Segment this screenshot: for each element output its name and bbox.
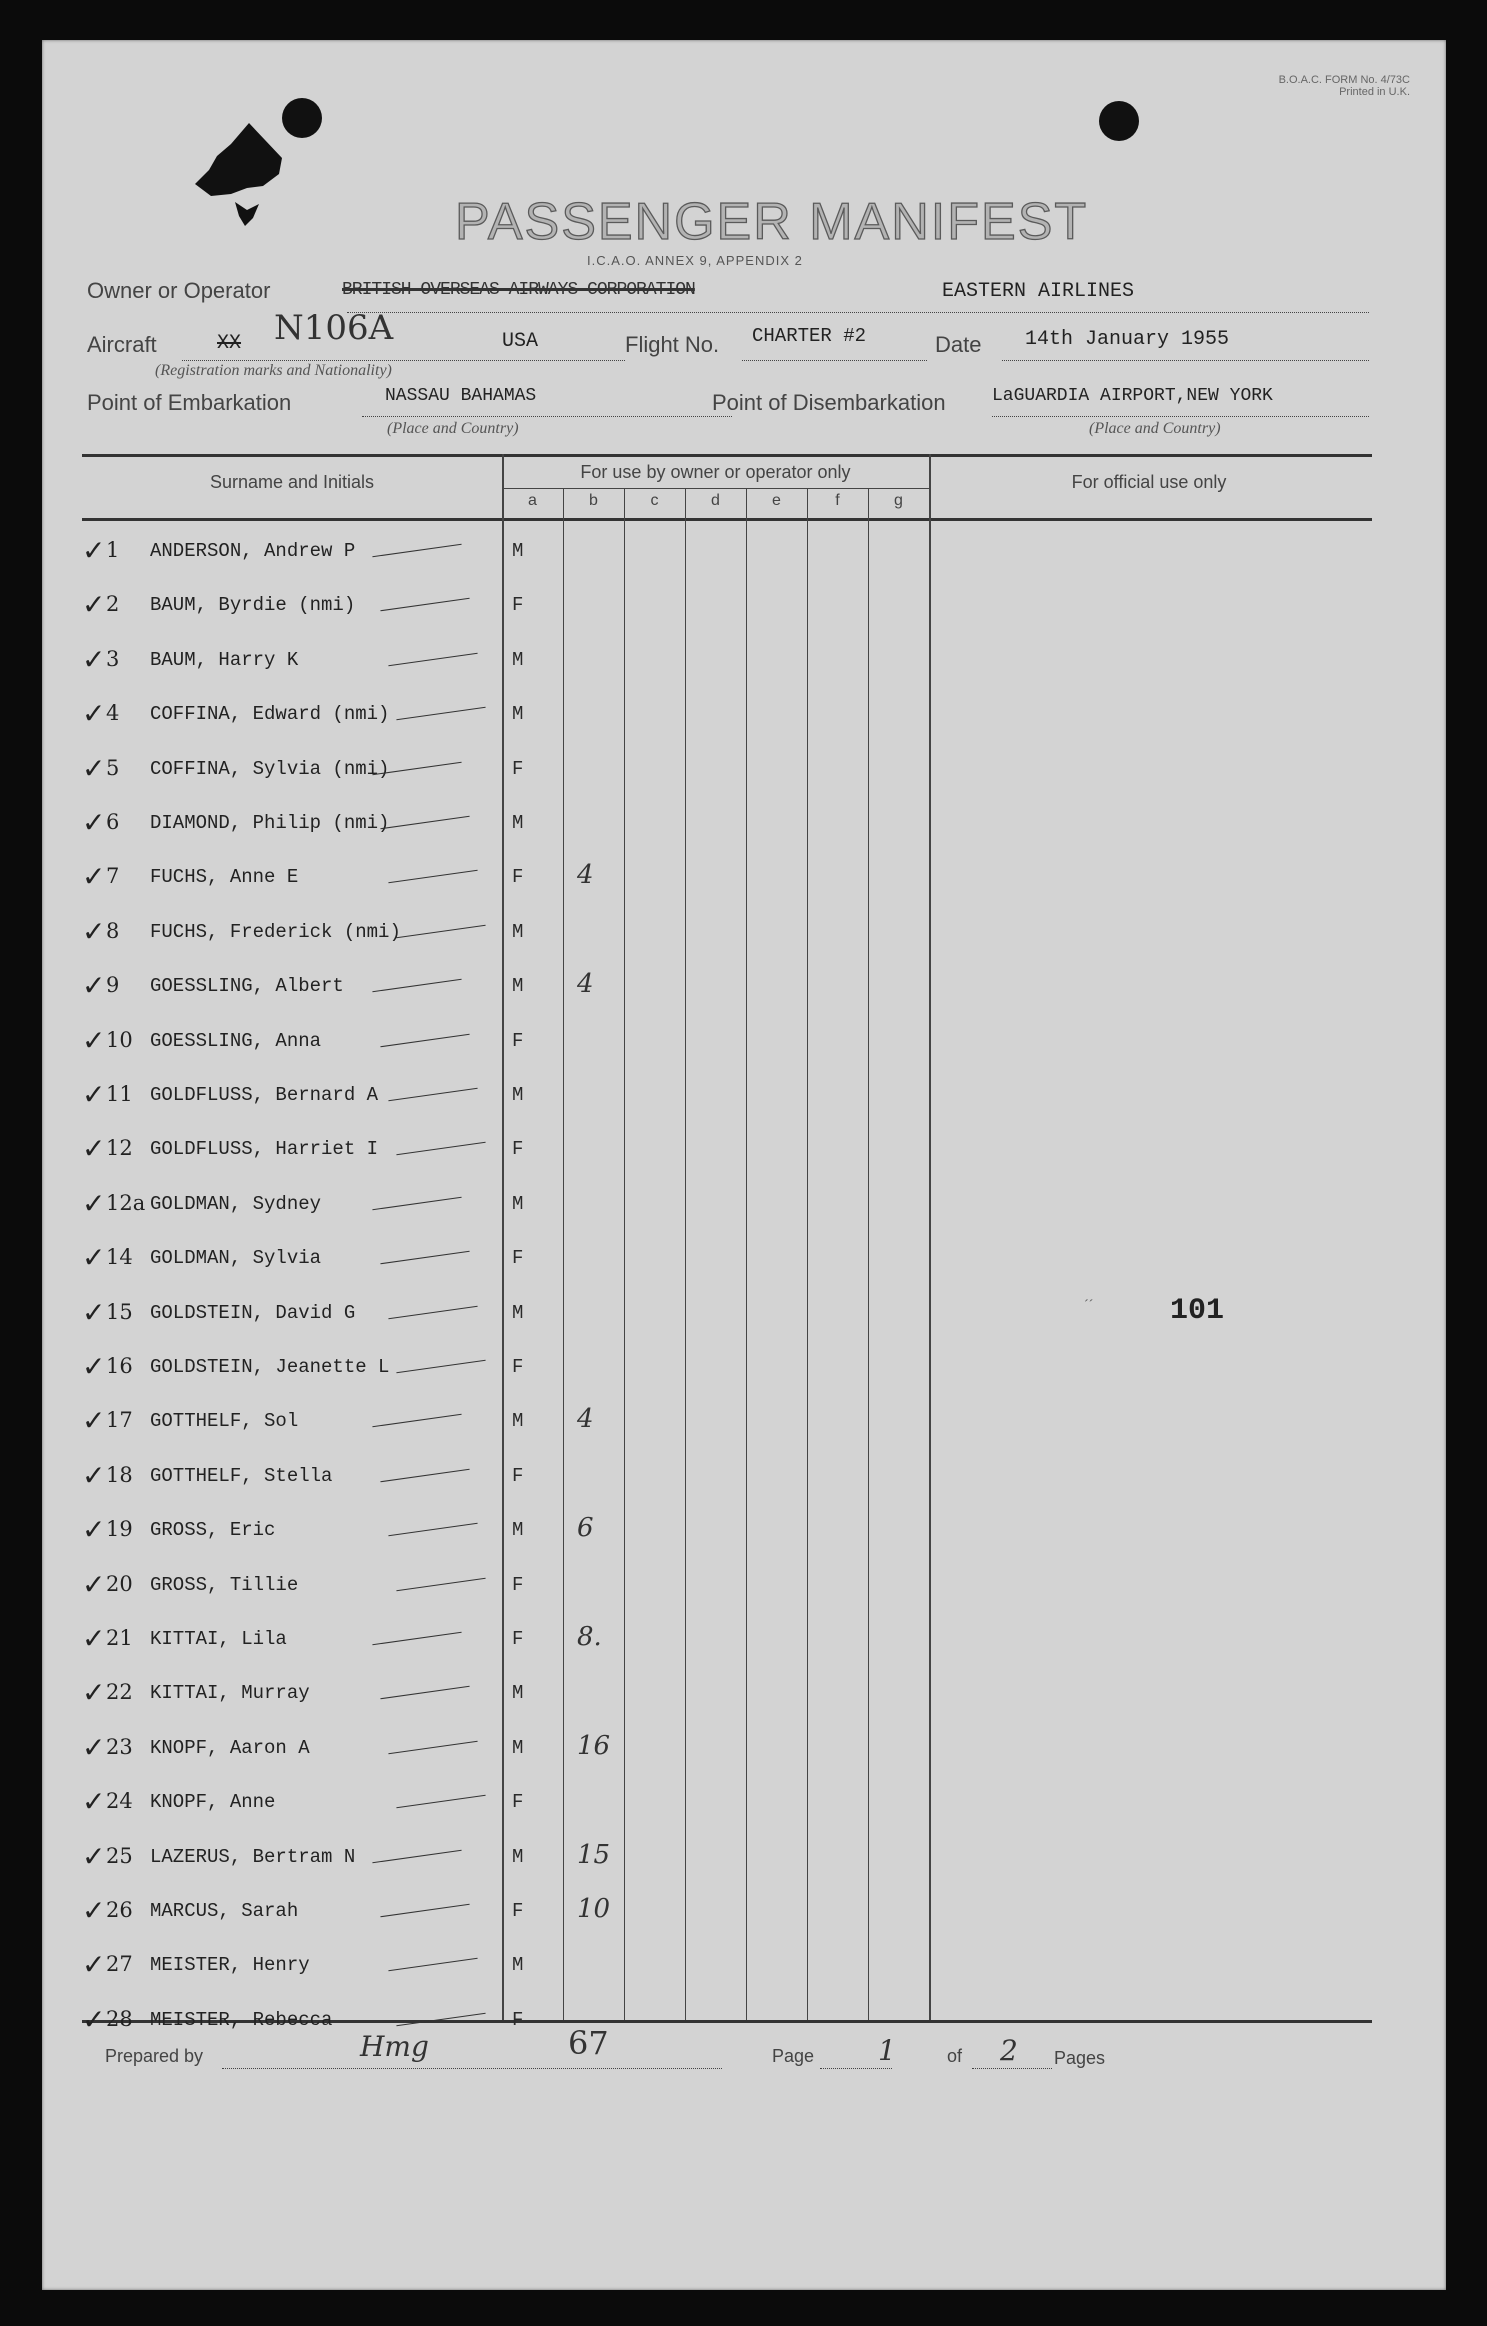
row-number: 21: [106, 1626, 133, 1650]
pencil-stroke: [372, 1414, 461, 1428]
passenger-name: GOLDSTEIN, David G: [150, 1301, 356, 1324]
row-number: 7: [106, 864, 120, 889]
check-mark-icon: ✓: [82, 1567, 106, 1601]
form-title: PASSENGER MANIFEST: [455, 193, 1089, 251]
column-b-cell: 6: [577, 1513, 594, 1544]
column-rule: [929, 454, 931, 2020]
column-b-cell: 10: [577, 1894, 611, 1924]
column-header-a: a: [528, 492, 537, 509]
sex-cell: F: [512, 1573, 524, 1596]
check-mark-icon: ✓: [82, 588, 106, 622]
sex-cell: F: [512, 1138, 524, 1161]
date-value: 14th January 1955: [1025, 328, 1230, 351]
column-rule: [624, 488, 625, 2020]
owner-rule: [347, 312, 1369, 313]
passenger-name: KITTAI, Lila: [150, 1628, 287, 1650]
pencil-stroke: [396, 1360, 485, 1374]
pencil-stroke: [396, 1142, 485, 1156]
row-number: 6: [106, 810, 120, 834]
row-number: 3: [106, 646, 120, 671]
form-subtitle: I.C.A.O. ANNEX 9, APPENDIX 2: [587, 253, 803, 268]
passenger-name: KNOPF, Aaron A: [150, 1736, 310, 1759]
sex-cell: M: [512, 1682, 524, 1705]
check-mark-icon: ✓: [82, 1676, 106, 1710]
operator-sub-rule: [502, 488, 929, 489]
date-rule: [1002, 360, 1369, 361]
row-number: 4: [106, 701, 120, 726]
row-number: 12a: [106, 1190, 146, 1215]
manifest-sheet: [42, 40, 1446, 2290]
sex-cell: M: [512, 1410, 524, 1433]
disembark-label: Point of Disembarkation: [712, 390, 946, 415]
row-number: 8: [106, 918, 120, 943]
check-mark-icon: ✓: [82, 642, 106, 676]
row-number: 25: [106, 1843, 133, 1868]
check-mark-icon: ✓: [82, 1785, 106, 1819]
row-number: 20: [106, 1571, 133, 1596]
check-mark-icon: ✓: [82, 1078, 106, 1111]
column-b-cell: 8.: [577, 1622, 602, 1652]
check-mark-icon: ✓: [82, 1186, 106, 1220]
pencil-stroke: [372, 544, 461, 558]
sex-cell: F: [512, 594, 524, 617]
sex-cell: M: [512, 1736, 524, 1759]
column-b-cell: 15: [577, 1839, 611, 1870]
aircraft-rule: [182, 360, 625, 361]
pencil-stroke: [372, 1197, 461, 1211]
pencil-stroke: [380, 1904, 469, 1918]
passenger-name: BAUM, Harry K: [150, 648, 299, 671]
row-number: 26: [106, 1898, 133, 1922]
passenger-name: MEISTER, Henry: [150, 1954, 310, 1977]
check-mark-icon: ✓: [82, 1730, 106, 1764]
pencil-stroke: [388, 1958, 477, 1972]
pencil-stroke: [388, 1305, 477, 1319]
row-number: 16: [106, 1354, 133, 1378]
sex-cell: F: [512, 1464, 524, 1487]
check-mark-icon: ✓: [82, 1622, 106, 1655]
column-rule: [685, 488, 686, 2020]
sex-cell: M: [512, 920, 524, 943]
pencil-stroke: [380, 598, 469, 612]
column-header-d: d: [711, 492, 720, 509]
row-number: 24: [106, 1789, 133, 1814]
row-number: 19: [106, 1517, 133, 1542]
official-header: For official use only: [1071, 472, 1227, 492]
aircraft-nationality: USA: [502, 330, 539, 353]
passenger-name: GOLDSTEIN, Jeanette L: [150, 1356, 390, 1378]
passenger-name: BAUM, Byrdie (nmi): [150, 594, 356, 617]
row-number: 2: [106, 592, 120, 617]
flight-value: CHARTER #2: [752, 325, 867, 347]
passenger-name: MEISTER, Rebecca: [150, 2008, 333, 2031]
pencil-stroke: [388, 870, 477, 884]
sex-cell: M: [512, 1519, 524, 1542]
sex-cell: F: [512, 1791, 524, 1814]
aircraft-struck: XX: [217, 332, 242, 355]
prepared-label: Prepared by: [105, 2046, 204, 2066]
row-number: 22: [106, 1680, 133, 1705]
passenger-name: GROSS, Tillie: [150, 1573, 299, 1596]
aircraft-value: N106A: [274, 308, 394, 348]
table-top-rule: [82, 454, 1372, 457]
check-mark-icon: ✓: [82, 1350, 106, 1383]
row-number: 18: [106, 1462, 133, 1487]
official-number: 101: [1170, 1294, 1225, 1328]
disembark-value: LaGUARDIA AIRPORT,NEW YORK: [992, 386, 1273, 406]
row-number: 14: [106, 1245, 133, 1270]
check-mark-icon: ✓: [82, 1404, 106, 1438]
column-b-cell: 4: [577, 1404, 594, 1435]
passenger-name: FUCHS, Frederick (nmi): [150, 920, 401, 943]
column-header-c: c: [650, 492, 659, 509]
passenger-name: GOESSLING, Albert: [150, 975, 344, 998]
form-number: B.O.A.C. FORM No. 4/73C: [1278, 74, 1410, 86]
column-header-e: e: [772, 492, 781, 509]
row-number: 11: [106, 1082, 133, 1106]
operator-header: For use by owner or operator only: [580, 462, 851, 482]
pencil-stroke: [396, 707, 485, 721]
check-mark-icon: ✓: [82, 914, 106, 948]
aircraft-label: Aircraft: [87, 332, 157, 357]
sex-cell: F: [512, 1356, 524, 1378]
passenger-name: ANDERSON, Andrew P: [150, 540, 356, 562]
pencil-stroke: [396, 1795, 485, 1809]
column-rule: [502, 454, 504, 2020]
passenger-name: KNOPF, Anne: [150, 1791, 276, 1814]
pencil-stroke: [380, 816, 469, 830]
check-mark-icon: ✓: [82, 1839, 106, 1873]
row-number: 17: [106, 1408, 133, 1433]
pencil-stroke: [396, 925, 485, 939]
flight-rule: [742, 360, 927, 361]
printed-in: Printed in U.K.: [1339, 86, 1410, 98]
date-label: Date: [935, 332, 982, 357]
check-mark-icon: ✓: [82, 534, 106, 567]
prepared-rule: [222, 2068, 722, 2069]
disembark-rule: [992, 416, 1369, 417]
pencil-stroke: [380, 1251, 469, 1265]
check-mark-icon: ✓: [82, 1023, 106, 1057]
pencil-stroke: [372, 1632, 461, 1646]
passenger-name: COFFINA, Edward (nmi): [150, 703, 390, 726]
column-b-cell: 16: [577, 1730, 611, 1761]
pages-label: Pages: [1054, 2048, 1106, 2068]
total-value: 67: [568, 2024, 609, 2062]
sex-cell: M: [512, 1301, 524, 1324]
sex-cell: F: [512, 1628, 524, 1650]
pencil-stroke: [388, 1523, 477, 1537]
passenger-name: KITTAI, Murray: [150, 1682, 310, 1705]
check-mark-icon: ✓: [82, 697, 106, 731]
pencil-stroke: [388, 653, 477, 667]
sex-cell: M: [512, 703, 524, 726]
passenger-name: GOLDFLUSS, Bernard A: [150, 1084, 379, 1106]
sex-cell: M: [512, 1954, 524, 1977]
of-label: of: [947, 2046, 963, 2066]
passenger-name: GOLDMAN, Sydney: [150, 1192, 322, 1215]
row-number: 1: [106, 538, 120, 562]
page-value: 1: [878, 2034, 896, 2067]
passenger-name: DIAMOND, Philip (nmi): [150, 812, 390, 834]
embark-label: Point of Embarkation: [87, 390, 292, 415]
pencil-stroke: [380, 1469, 469, 1483]
check-mark-icon: ✓: [82, 1241, 106, 1275]
row-number: 27: [106, 1952, 133, 1977]
check-mark-icon: ✓: [82, 1295, 106, 1329]
sex-cell: M: [512, 540, 524, 562]
column-header-g: g: [894, 492, 903, 509]
row-number: 12: [106, 1136, 133, 1161]
passenger-name: LAZERUS, Bertram N: [150, 1845, 356, 1868]
passenger-name: GROSS, Eric: [150, 1519, 276, 1542]
owner-value: EASTERN AIRLINES: [942, 280, 1135, 303]
row-number: 28: [106, 2006, 133, 2031]
form-number-block: [1142, 74, 1410, 98]
embark-rule: [362, 416, 732, 417]
column-b-cell: 4: [577, 969, 594, 1000]
pages-value: 2: [1000, 2034, 1018, 2067]
check-mark-icon: ✓: [82, 1132, 106, 1166]
sex-cell: M: [512, 975, 524, 998]
table-header-rule: [82, 518, 1372, 521]
sex-cell: M: [512, 648, 524, 671]
passenger-name: GOLDMAN, Sylvia: [150, 1247, 322, 1270]
pencil-stroke: [380, 1686, 469, 1700]
pencil-stroke: [372, 1849, 461, 1863]
check-mark-icon: ✓: [82, 1948, 106, 1982]
disembark-caption: (Place and Country): [1089, 420, 1221, 437]
official-tick-mark: ´´: [1084, 1298, 1094, 1313]
row-number: 9: [106, 973, 120, 998]
pencil-stroke: [388, 1088, 477, 1102]
check-mark-icon: ✓: [82, 1894, 106, 1927]
sex-cell: F: [512, 1247, 524, 1270]
owner-label: Owner or Operator: [87, 278, 271, 303]
passenger-name: FUCHS, Anne E: [150, 866, 299, 889]
pencil-stroke: [388, 1741, 477, 1755]
sex-cell: F: [512, 1029, 524, 1052]
check-mark-icon: ✓: [82, 2002, 106, 2036]
sex-cell: M: [512, 1845, 524, 1868]
sex-cell: F: [512, 866, 524, 889]
column-header-b: b: [589, 492, 598, 509]
column-rule: [807, 488, 808, 2020]
row-number: 23: [106, 1734, 133, 1759]
passenger-name: GOTTHELF, Stella: [150, 1464, 333, 1487]
column-b-cell: 4: [577, 860, 594, 891]
pencil-stroke: [372, 979, 461, 993]
owner-struck-value: BRITISH OVERSEAS AIRWAYS CORPORATION: [342, 280, 695, 300]
column-rule: [746, 488, 747, 2020]
surname-header: Surname and Initials: [209, 472, 375, 492]
check-mark-icon: ✓: [82, 751, 106, 785]
passenger-name: GOTTHELF, Sol: [150, 1410, 299, 1433]
check-mark-icon: ✓: [82, 1458, 106, 1492]
page-label: Page: [772, 2046, 815, 2066]
speedbird-logo-icon: [187, 118, 307, 233]
passenger-name: GOLDFLUSS, Harriet I: [150, 1138, 379, 1161]
pencil-stroke: [380, 1033, 469, 1047]
sex-cell: M: [512, 812, 524, 834]
column-rule: [868, 488, 869, 2020]
embark-value: NASSAU BAHAMAS: [385, 386, 537, 406]
passenger-name: GOESSLING, Anna: [150, 1029, 322, 1052]
prepared-value: Hmg: [360, 2030, 429, 2063]
check-mark-icon: ✓: [82, 860, 106, 894]
row-number: 5: [106, 755, 120, 780]
row-number: 15: [106, 1299, 133, 1324]
pencil-stroke: [396, 1577, 485, 1591]
pages-rule: [972, 2068, 1052, 2069]
aircraft-caption: (Registration marks and Nationality): [155, 362, 392, 379]
punch-hole-right: [1099, 101, 1139, 141]
embark-caption: (Place and Country): [387, 420, 519, 437]
row-number: 10: [106, 1027, 133, 1052]
check-mark-icon: ✓: [82, 806, 106, 839]
sex-cell: F: [512, 2008, 524, 2031]
passenger-name: MARCUS, Sarah: [150, 1900, 299, 1922]
sex-cell: M: [512, 1192, 524, 1215]
sex-cell: M: [512, 1084, 524, 1106]
column-rule: [563, 488, 564, 2020]
passenger-name: COFFINA, Sylvia (nmi): [150, 757, 390, 780]
page-rule: [820, 2068, 892, 2069]
check-mark-icon: ✓: [82, 1513, 106, 1547]
check-mark-icon: ✓: [82, 969, 106, 1003]
column-header-f: f: [835, 492, 840, 509]
sex-cell: F: [512, 1900, 524, 1922]
flight-label: Flight No.: [625, 332, 720, 357]
sex-cell: F: [512, 757, 524, 780]
